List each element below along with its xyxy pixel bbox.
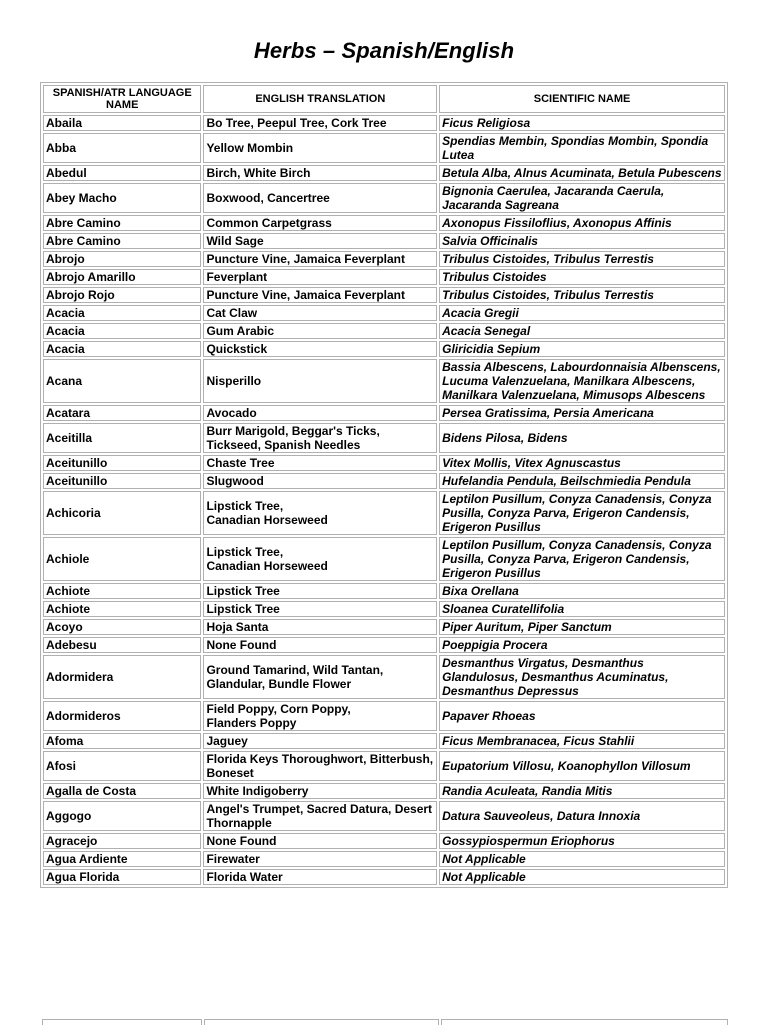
english-translation-cell: Nisperillo <box>203 359 437 403</box>
table-row <box>43 733 725 749</box>
english-translation-cell: Burr Marigold, Beggar's Ticks, Tickseed, Spanish Needles <box>203 423 437 453</box>
english-translation-cell: White Indigoberry <box>203 783 437 799</box>
table-row <box>43 637 725 653</box>
scientific-name-cell: Not Applicable <box>439 869 725 885</box>
table-row <box>43 423 725 453</box>
table-row <box>43 323 725 339</box>
english-translation-cell: Lipstick Tree <box>203 601 437 617</box>
spanish-name-cell: Acatara <box>43 405 201 421</box>
table-row <box>43 655 725 699</box>
scientific-name-cell: Sloanea Curatellifolia <box>439 601 725 617</box>
herbs-table <box>40 82 728 888</box>
english-translation-cell: Lipstick Tree, Canadian Horseweed <box>203 537 437 581</box>
spanish-name-cell: Achiote <box>43 583 201 599</box>
spanish-name-cell: Agua Florida <box>43 869 201 885</box>
spanish-name-cell: Abre Camino <box>43 233 201 249</box>
table-row <box>43 455 725 471</box>
english-translation-cell: Puncture Vine, Jamaica Feverplant <box>203 251 437 267</box>
english-translation-cell: None Found <box>203 637 437 653</box>
table-row <box>43 801 725 831</box>
spanish-name-cell: Abrojo Amarillo <box>43 269 201 285</box>
spanish-name-cell: Abaila <box>43 115 201 131</box>
table-row <box>43 215 725 231</box>
english-translation-cell: Angel's Trumpet, Sacred Datura, Desert Thornapple <box>203 801 437 831</box>
scientific-name-cell: Betula Alba, Alnus Acuminata, Betula Pubescens <box>439 165 725 181</box>
table-row <box>43 583 725 599</box>
table-row <box>43 783 725 799</box>
column-header-spanish: SPANISH/ATR LANGUAGE NAME <box>43 85 201 113</box>
page-title: Herbs – Spanish/English <box>253 38 515 63</box>
spanish-name-cell: Agalla de Costa <box>43 783 201 799</box>
next-page-table-edge <box>441 1019 728 1025</box>
scientific-name-cell: Tribulus Cistoides, Tribulus Terrestis <box>439 287 725 303</box>
english-translation-cell: Common Carpetgrass <box>203 215 437 231</box>
scientific-name-cell: Leptilon Pusillum, Conyza Canadensis, Conyza Pusilla, Conyza Parva, Erigeron Candensis, Erigeron Pusillus <box>439 491 725 535</box>
next-page-table-edge <box>204 1019 439 1025</box>
table-row <box>43 619 725 635</box>
english-translation-cell: Ground Tamarind, Wild Tantan, Glandular, Bundle Flower <box>203 655 437 699</box>
next-page-table-edge <box>42 1019 202 1025</box>
scientific-name-cell: Datura Sauveoleus, Datura Innoxia <box>439 801 725 831</box>
english-translation-cell: Wild Sage <box>203 233 437 249</box>
scientific-name-cell: Papaver Rhoeas <box>439 701 725 731</box>
spanish-name-cell: Adebesu <box>43 637 201 653</box>
table-row <box>43 251 725 267</box>
scientific-name-cell: Poeppigia Procera <box>439 637 725 653</box>
scientific-name-cell: Ficus Membranacea, Ficus Stahlii <box>439 733 725 749</box>
scientific-name-cell: Desmanthus Virgatus, Desmanthus Glandulosus, Desmanthus Acuminatus, Desmanthus Depressus <box>439 655 725 699</box>
table-row <box>43 269 725 285</box>
table-row <box>43 473 725 489</box>
scientific-name-cell: Leptilon Pusillum, Conyza Canadensis, Conyza Pusilla, Conyza Parva, Erigeron Candensis, Erigeron Pusillus <box>439 537 725 581</box>
table-row <box>43 833 725 849</box>
scientific-name-cell: Salvia Officinalis <box>439 233 725 249</box>
spanish-name-cell: Agracejo <box>43 833 201 849</box>
scientific-name-cell: Bignonia Caerulea, Jacaranda Caerula, Jacaranda Sagreana <box>439 183 725 213</box>
table-row <box>43 233 725 249</box>
scientific-name-cell: Eupatorium Villosu, Koanophyllon Villosum <box>439 751 725 781</box>
spanish-name-cell: Afosi <box>43 751 201 781</box>
scientific-name-cell: Bixa Orellana <box>439 583 725 599</box>
spanish-name-cell: Aceitunillo <box>43 455 201 471</box>
spanish-name-cell: Acoyo <box>43 619 201 635</box>
english-translation-cell: Lipstick Tree, Canadian Horseweed <box>203 491 437 535</box>
column-header-english: ENGLISH TRANSLATION <box>203 85 437 113</box>
spanish-name-cell: Abrojo Rojo <box>43 287 201 303</box>
english-translation-cell: Avocado <box>203 405 437 421</box>
table-row <box>43 359 725 403</box>
spanish-name-cell: Aceitunillo <box>43 473 201 489</box>
table-row <box>43 287 725 303</box>
spanish-name-cell: Acacia <box>43 323 201 339</box>
table-row <box>43 537 725 581</box>
english-translation-cell: Puncture Vine, Jamaica Feverplant <box>203 287 437 303</box>
spanish-name-cell: Adormideros <box>43 701 201 731</box>
english-translation-cell: Cat Claw <box>203 305 437 321</box>
table-row <box>43 115 725 131</box>
english-translation-cell: Slugwood <box>203 473 437 489</box>
scientific-name-cell: Persea Gratissima, Persia Americana <box>439 405 725 421</box>
english-translation-cell: None Found <box>203 833 437 849</box>
table-row <box>43 491 725 535</box>
table-row <box>43 869 725 885</box>
english-translation-cell: Field Poppy, Corn Poppy, Flanders Poppy <box>203 701 437 731</box>
scientific-name-cell: Axonopus Fissiloflius, Axonopus Affinis <box>439 215 725 231</box>
spanish-name-cell: Abrojo <box>43 251 201 267</box>
table-row <box>43 305 725 321</box>
spanish-name-cell: Abedul <box>43 165 201 181</box>
english-translation-cell: Birch, White Birch <box>203 165 437 181</box>
english-translation-cell: Hoja Santa <box>203 619 437 635</box>
english-translation-cell: Yellow Mombin <box>203 133 437 163</box>
english-translation-cell: Feverplant <box>203 269 437 285</box>
table-row <box>43 341 725 357</box>
scientific-name-cell: Bidens Pilosa, Bidens <box>439 423 725 453</box>
scientific-name-cell: Spendias Membin, Spondias Mombin, Spondia Lutea <box>439 133 725 163</box>
scientific-name-cell: Ficus Religiosa <box>439 115 725 131</box>
english-translation-cell: Bo Tree, Peepul Tree, Cork Tree <box>203 115 437 131</box>
table-row <box>43 165 725 181</box>
spanish-name-cell: Acana <box>43 359 201 403</box>
english-translation-cell: Florida Water <box>203 869 437 885</box>
spanish-name-cell: Aceitilla <box>43 423 201 453</box>
table-row <box>43 601 725 617</box>
table-row <box>43 183 725 213</box>
scientific-name-cell: Tribulus Cistoides, Tribulus Terrestis <box>439 251 725 267</box>
scientific-name-cell: Randia Aculeata, Randia Mitis <box>439 783 725 799</box>
scientific-name-cell: Vitex Mollis, Vitex Agnuscastus <box>439 455 725 471</box>
english-translation-cell: Gum Arabic <box>203 323 437 339</box>
spanish-name-cell: Abre Camino <box>43 215 201 231</box>
english-translation-cell: Boxwood, Cancertree <box>203 183 437 213</box>
spanish-name-cell: Abba <box>43 133 201 163</box>
english-translation-cell: Firewater <box>203 851 437 867</box>
spanish-name-cell: Abey Macho <box>43 183 201 213</box>
scientific-name-cell: Bassia Albescens, Labourdonnaisia Albenscens, Lucuma Valenzuelana, Manilkara Albescens, Manilkara Valenzuelana, Mimusops Albescens <box>439 359 725 403</box>
spanish-name-cell: Acacia <box>43 341 201 357</box>
spanish-name-cell: Achiole <box>43 537 201 581</box>
scientific-name-cell: Acacia Gregii <box>439 305 725 321</box>
column-header-scientific: SCIENTIFIC NAME <box>439 85 725 113</box>
scientific-name-cell: Tribulus Cistoides <box>439 269 725 285</box>
spanish-name-cell: Adormidera <box>43 655 201 699</box>
english-translation-cell: Quickstick <box>203 341 437 357</box>
spanish-name-cell: Agua Ardiente <box>43 851 201 867</box>
scientific-name-cell: Acacia Senegal <box>439 323 725 339</box>
table-body <box>43 115 725 885</box>
spanish-name-cell: Afoma <box>43 733 201 749</box>
english-translation-cell: Chaste Tree <box>203 455 437 471</box>
scientific-name-cell: Not Applicable <box>439 851 725 867</box>
spanish-name-cell: Aggogo <box>43 801 201 831</box>
scientific-name-cell: Hufelandia Pendula, Beilschmiedia Pendula <box>439 473 725 489</box>
table-row <box>43 751 725 781</box>
spanish-name-cell: Achicoria <box>43 491 201 535</box>
spanish-name-cell: Acacia <box>43 305 201 321</box>
english-translation-cell: Jaguey <box>203 733 437 749</box>
table-row <box>43 851 725 867</box>
table-row <box>43 701 725 731</box>
table-row <box>43 405 725 421</box>
scientific-name-cell: Gliricidia Sepium <box>439 341 725 357</box>
table-header-row <box>43 85 725 113</box>
table-row <box>43 133 725 163</box>
english-translation-cell: Florida Keys Thoroughwort, Bitterbush, Boneset <box>203 751 437 781</box>
scientific-name-cell: Piper Auritum, Piper Sanctum <box>439 619 725 635</box>
spanish-name-cell: Achiote <box>43 601 201 617</box>
scientific-name-cell: Gossypiospermun Eriophorus <box>439 833 725 849</box>
english-translation-cell: Lipstick Tree <box>203 583 437 599</box>
